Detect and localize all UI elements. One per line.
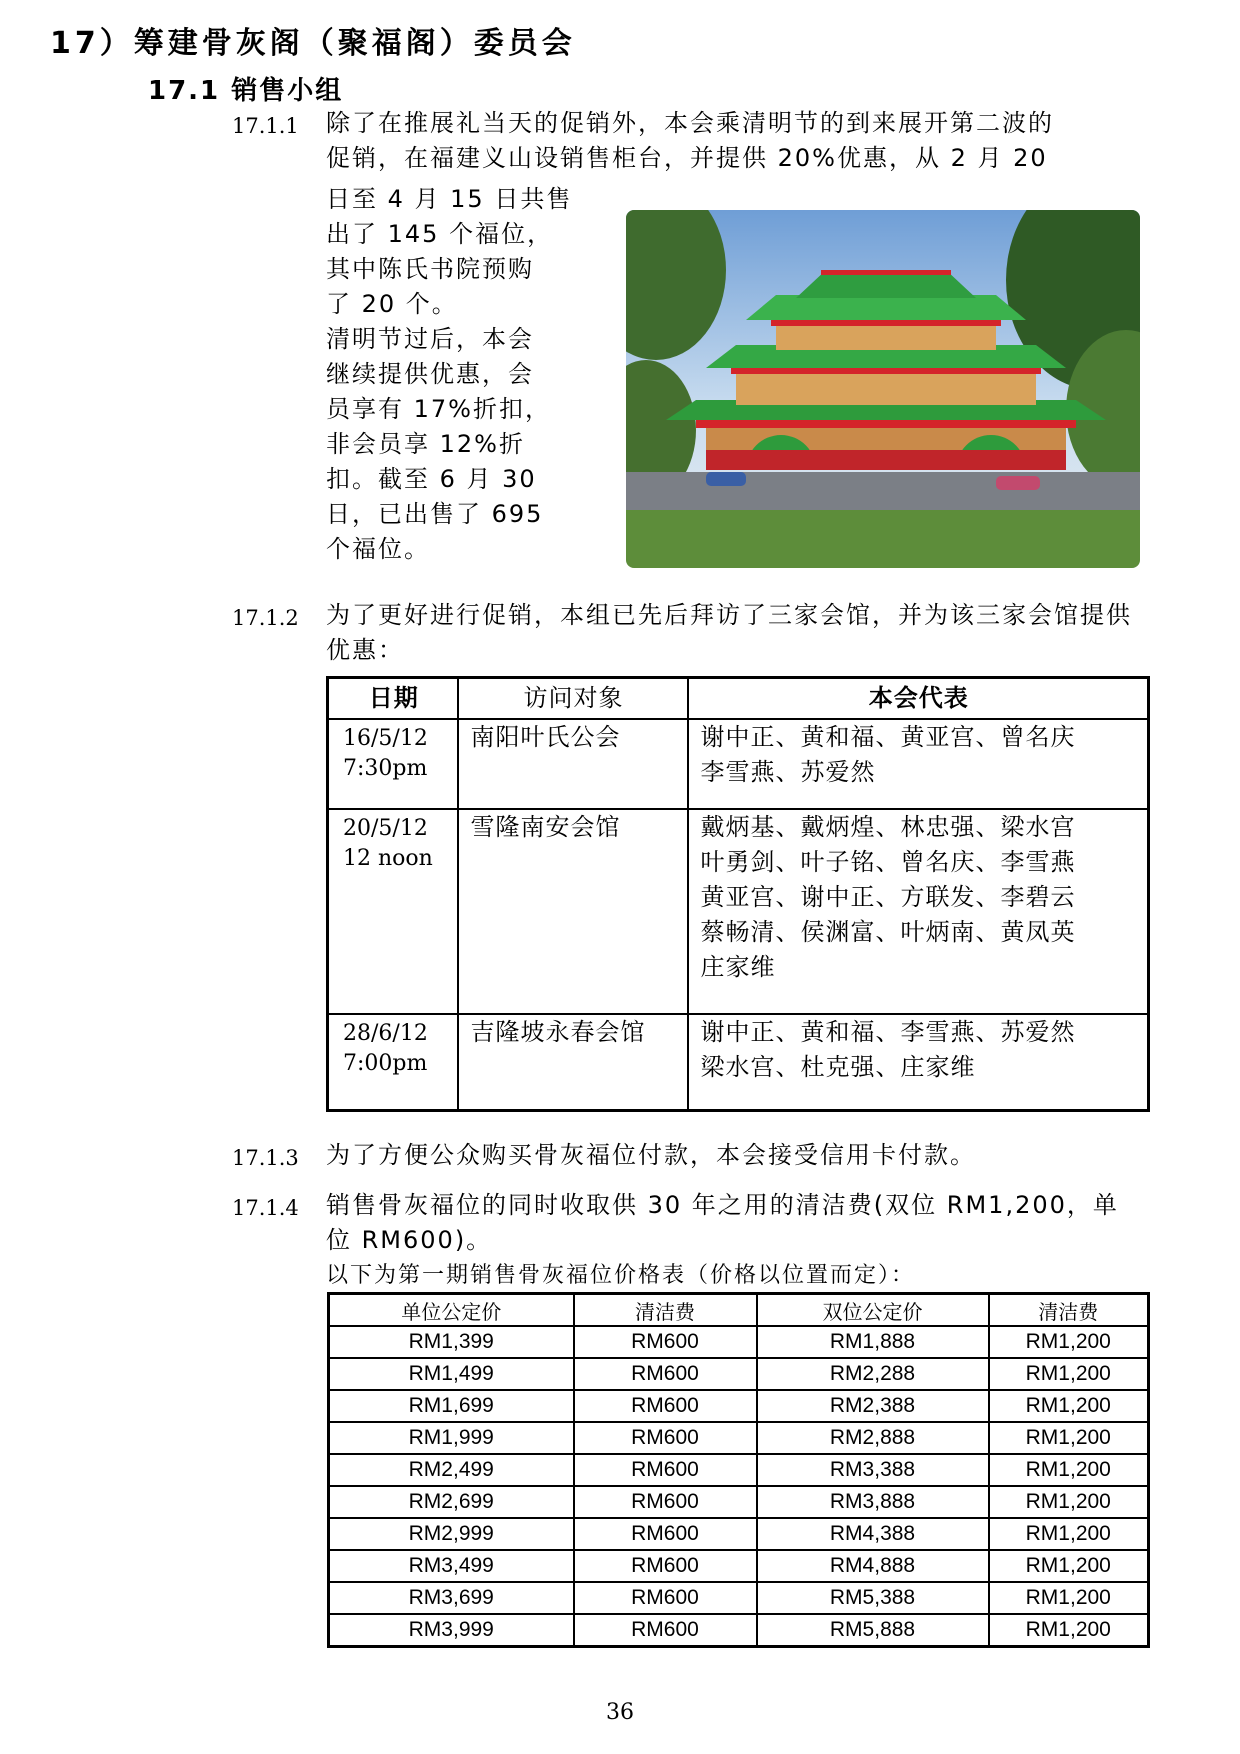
table-header-row [329, 1294, 1149, 1327]
table-row [328, 719, 1149, 809]
visit-date: 20/5/12 12 noon [328, 809, 458, 1014]
table-row [329, 1614, 1149, 1647]
price-cell: RM2,288 [757, 1358, 989, 1390]
visit-reps: 谢中正、黄和福、黄亚宫、曾名庆 李雪燕、苏爱然 [688, 719, 1149, 809]
price-cell: RM1,200 [989, 1550, 1149, 1582]
price-cell: RM1,200 [989, 1486, 1149, 1518]
column-header: 本会代表 [688, 678, 1149, 720]
price-cell: RM600 [574, 1614, 757, 1647]
price-cell: RM600 [574, 1582, 757, 1614]
item-text: 为了方便公众购买骨灰福位付款，本会接受信用卡付款。 [326, 1141, 976, 1169]
table-row [329, 1390, 1149, 1422]
price-cell: RM1,699 [329, 1390, 574, 1422]
price-cell: RM2,999 [329, 1518, 574, 1550]
price-cell: RM600 [574, 1358, 757, 1390]
price-cell: RM1,200 [989, 1422, 1149, 1454]
price-cell: RM1,200 [989, 1326, 1149, 1358]
section-heading: 17）筹建骨灰阁（聚福阁）委员会 [50, 26, 576, 61]
column-header: 访问对象 [458, 678, 688, 720]
visits-table [326, 676, 1150, 1112]
table-row [329, 1454, 1149, 1486]
item-text: 为了更好进行促销，本组已先后拜访了三家会馆，并为该三家会馆提供 优惠： [326, 601, 1132, 664]
table-row [329, 1518, 1149, 1550]
subsection-heading: 17.1 销售小组 [148, 76, 344, 106]
visit-reps: 谢中正、黄和福、李雪燕、苏爱然 梁水宫、杜克强、庄家维 [688, 1014, 1149, 1110]
price-cell: RM1,999 [329, 1422, 574, 1454]
table-row [329, 1326, 1149, 1358]
column-header: 清洁费 [574, 1294, 757, 1327]
item-text: 除了在推展礼当天的促销外，本会乘清明节的到来展开第二波的 促销，在福建义山设销售柜台，并提供 20%优惠，从 2 月 20 [326, 109, 1054, 172]
visit-date: 28/6/12 7:00pm [328, 1014, 458, 1110]
visit-target: 南阳叶氏公会 [458, 719, 688, 809]
table-header-row [328, 678, 1149, 720]
column-header: 双位公定价 [757, 1294, 989, 1327]
price-table [327, 1292, 1150, 1648]
item-number: 17.1.3 [232, 1146, 299, 1170]
price-cell: RM1,888 [757, 1326, 989, 1358]
price-cell: RM2,388 [757, 1390, 989, 1422]
price-cell: RM1,200 [989, 1390, 1149, 1422]
visit-target: 雪隆南安会馆 [458, 809, 688, 1014]
price-cell: RM600 [574, 1422, 757, 1454]
price-cell: RM3,888 [757, 1486, 989, 1518]
table-row [329, 1550, 1149, 1582]
price-cell: RM3,699 [329, 1582, 574, 1614]
item-number: 17.1.2 [232, 606, 299, 630]
price-cell: RM1,200 [989, 1454, 1149, 1486]
item-text: 销售骨灰福位的同时收取供 30 年之用的清洁费(双位 RM1,200，单 位 RM600)。 以下为第一期销售骨灰福位价格表（价格以位置而定）： [326, 1191, 1119, 1288]
visit-date: 16/5/12 7:30pm [328, 719, 458, 809]
price-cell: RM5,888 [757, 1614, 989, 1647]
column-header: 清洁费 [989, 1294, 1149, 1327]
price-cell: RM1,200 [989, 1518, 1149, 1550]
item-number: 17.1.4 [232, 1196, 299, 1220]
price-cell: RM2,699 [329, 1486, 574, 1518]
table-row [328, 1014, 1149, 1110]
table-row [329, 1486, 1149, 1518]
price-cell: RM600 [574, 1454, 757, 1486]
price-cell: RM1,200 [989, 1582, 1149, 1614]
column-header: 单位公定价 [329, 1294, 574, 1327]
price-cell: RM600 [574, 1550, 757, 1582]
price-cell: RM3,499 [329, 1550, 574, 1582]
price-cell: RM3,388 [757, 1454, 989, 1486]
price-cell: RM600 [574, 1326, 757, 1358]
item-text-wrapped: 日至 4 月 15 日共售 出了 145 个福位， 其中陈氏书院预购 了 20 个。 清明节过后，本会 继续提供优惠，会 员享有 17%折扣， 非会员享 12%折 扣。截至 6 月 30 日，已出售了 695 个福位。 [326, 185, 573, 563]
price-cell: RM600 [574, 1486, 757, 1518]
price-cell: RM600 [574, 1518, 757, 1550]
price-cell: RM1,399 [329, 1326, 574, 1358]
price-cell: RM1,499 [329, 1358, 574, 1390]
visit-target: 吉隆坡永春会馆 [458, 1014, 688, 1110]
price-cell: RM5,388 [757, 1582, 989, 1614]
price-cell: RM2,888 [757, 1422, 989, 1454]
price-cell: RM1,200 [989, 1358, 1149, 1390]
column-header: 日期 [328, 678, 458, 720]
price-cell: RM4,888 [757, 1550, 989, 1582]
price-cell: RM4,388 [757, 1518, 989, 1550]
page-number: 36 [606, 1700, 634, 1725]
columbarium-rendering [626, 210, 1140, 568]
price-cell: RM3,999 [329, 1614, 574, 1647]
table-row [328, 809, 1149, 1014]
item-number: 17.1.1 [232, 114, 299, 138]
table-row [329, 1582, 1149, 1614]
price-cell: RM2,499 [329, 1454, 574, 1486]
table-row [329, 1358, 1149, 1390]
price-cell: RM1,200 [989, 1614, 1149, 1647]
price-cell: RM600 [574, 1390, 757, 1422]
table-row [329, 1422, 1149, 1454]
visit-reps: 戴炳基、戴炳煌、林忠强、梁水宫 叶勇剑、叶子铭、曾名庆、李雪燕 黄亚宫、谢中正、方联发、李碧云 蔡畅清、侯渊富、叶炳南、黄凤英 庄家维 [688, 809, 1149, 1014]
